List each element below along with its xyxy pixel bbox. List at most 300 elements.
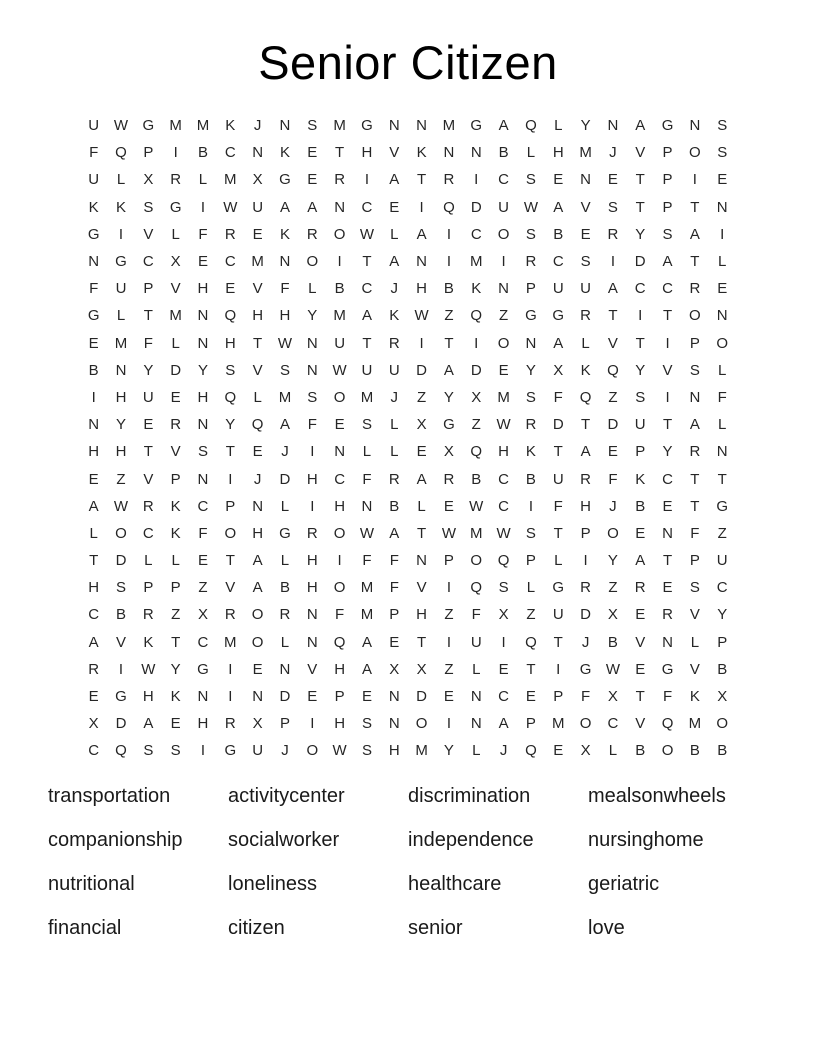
grid-cell: H: [388, 742, 400, 760]
grid-cell: G: [661, 660, 674, 678]
grid-cell: H: [361, 144, 373, 162]
grid-cell: X: [607, 606, 618, 624]
grid-cell: O: [661, 742, 674, 760]
grid-cell: B: [88, 361, 99, 379]
grid-cell: I: [310, 497, 315, 515]
grid-cell: T: [635, 334, 645, 352]
grid-cell: O: [224, 524, 237, 542]
grid-cell: Y: [525, 361, 536, 379]
grid-cell: L: [690, 633, 700, 651]
grid-cell: E: [498, 660, 509, 678]
grid-cell: A: [279, 198, 290, 216]
grid-cell: R: [634, 579, 646, 597]
grid-cell: F: [580, 688, 591, 706]
grid-cell: Z: [198, 579, 208, 597]
grid-cell: T: [635, 198, 645, 216]
grid-cell: U: [252, 198, 264, 216]
grid-cell: P: [525, 280, 536, 298]
grid-cell: B: [471, 470, 482, 488]
grid-cell: R: [306, 524, 318, 542]
grid-cell: S: [361, 416, 372, 434]
grid-cell: E: [88, 688, 99, 706]
grid-cell: Z: [444, 606, 454, 624]
grid-cell: A: [498, 117, 509, 135]
grid-cell: M: [278, 388, 292, 406]
grid-cell: N: [716, 443, 728, 461]
grid-cell: G: [115, 253, 127, 271]
grid-cell: T: [717, 470, 727, 488]
grid-cell: E: [88, 470, 99, 488]
grid-cell: Q: [525, 633, 537, 651]
grid-cell: R: [279, 606, 291, 624]
grid-cell: Y: [443, 388, 454, 406]
grid-cell: A: [389, 524, 400, 542]
grid-cell: E: [170, 388, 181, 406]
grid-cell: M: [470, 253, 483, 271]
grid-cell: N: [470, 144, 482, 162]
grid-cell: I: [446, 633, 452, 651]
grid-cell: U: [334, 334, 346, 352]
grid-cell: R: [525, 416, 537, 434]
grid-cell: V: [389, 144, 400, 162]
grid-row: [80, 493, 736, 520]
grid-cell: D: [470, 361, 482, 379]
grid-cell: X: [498, 606, 509, 624]
grid-cell: J: [581, 633, 590, 651]
grid-cell: Z: [526, 606, 536, 624]
grid-cell: Z: [417, 388, 427, 406]
grid-cell: X: [717, 688, 728, 706]
grid-cell: A: [88, 497, 99, 515]
grid-cell: N: [416, 117, 428, 135]
grid-cell: X: [252, 171, 263, 189]
grid-cell: K: [279, 225, 290, 243]
grid-cell: T: [89, 552, 99, 570]
grid-cell: M: [169, 117, 182, 135]
grid-cell: X: [607, 688, 618, 706]
grid-cell: O: [333, 524, 346, 542]
grid-cell: F: [89, 144, 99, 162]
grid-cell: K: [635, 470, 646, 488]
grid-cell: S: [717, 144, 728, 162]
grid-cell: L: [554, 117, 563, 135]
grid-cell: Y: [580, 117, 591, 135]
grid-cell: T: [662, 552, 673, 570]
grid-cell: N: [197, 307, 209, 325]
grid-cell: U: [115, 280, 127, 298]
grid-cell: E: [307, 171, 318, 189]
grid-row: [80, 547, 736, 574]
grid-cell: N: [334, 443, 346, 461]
grid-cell: T: [335, 144, 345, 162]
grid-cell: W: [469, 497, 484, 515]
grid-cell: Q: [661, 715, 674, 733]
grid-cell: L: [171, 552, 180, 570]
grid-cell: O: [497, 334, 510, 352]
grid-cell: R: [224, 715, 236, 733]
grid-cell: I: [419, 198, 424, 216]
grid-cell: F: [362, 470, 372, 488]
grid-cell: N: [443, 144, 455, 162]
grid-cell: U: [552, 606, 564, 624]
word-bank-item: discrimination: [408, 784, 531, 807]
grid-cell: N: [716, 307, 728, 325]
grid-cell: A: [416, 225, 427, 243]
grid-cell: C: [498, 688, 509, 706]
grid-cell: T: [143, 307, 153, 325]
grid-cell: J: [281, 443, 289, 461]
grid-row: [80, 438, 736, 465]
grid-cell: E: [607, 171, 618, 189]
grid-cell: F: [471, 606, 481, 624]
grid-cell: X: [88, 715, 99, 733]
grid-cell: V: [252, 361, 263, 379]
grid-cell: A: [662, 253, 673, 271]
grid-cell: B: [553, 225, 564, 243]
grid-cell: P: [580, 524, 591, 542]
grid-cell: F: [307, 416, 317, 434]
grid-cell: T: [662, 307, 673, 325]
grid-cell: E: [443, 688, 454, 706]
grid-cell: Q: [607, 361, 619, 379]
grid-cell: G: [87, 225, 100, 243]
grid-cell: X: [416, 416, 427, 434]
grid-cell: C: [224, 253, 236, 271]
grid-cell: N: [197, 416, 209, 434]
grid-cell: W: [359, 225, 375, 243]
grid-cell: F: [335, 606, 345, 624]
grid-cell: M: [333, 117, 346, 135]
grid-cell: I: [692, 171, 697, 189]
word-bank-item: financial: [48, 916, 122, 939]
grid-cell: K: [88, 198, 99, 216]
grid-cell: N: [470, 688, 482, 706]
grid-cell: A: [252, 579, 263, 597]
grid-cell: S: [662, 225, 673, 243]
grid-cell: E: [635, 660, 646, 678]
grid-cell: X: [416, 660, 427, 678]
grid-cell: L: [308, 280, 317, 298]
grid-cell: Z: [608, 388, 618, 406]
grid-cell: W: [441, 524, 457, 542]
grid-cell: Z: [171, 606, 181, 624]
grid-cell: E: [717, 171, 728, 189]
grid-cell: L: [362, 443, 372, 461]
word-bank-item: senior: [408, 916, 463, 939]
grid-cell: I: [474, 334, 479, 352]
grid-cell: Y: [662, 443, 673, 461]
grid-cell: H: [334, 497, 346, 515]
grid-cell: P: [689, 552, 700, 570]
grid-cell: E: [607, 443, 618, 461]
grid-cell: R: [224, 225, 236, 243]
grid-cell: C: [197, 497, 209, 515]
grid-cell: L: [581, 334, 590, 352]
grid-cell: T: [417, 633, 427, 651]
grid-cell: V: [170, 280, 181, 298]
grid-cell: I: [310, 443, 315, 461]
grid-cell: A: [635, 552, 646, 570]
grid-cell: X: [389, 660, 400, 678]
grid-cell: I: [419, 334, 424, 352]
grid-cell: N: [88, 253, 100, 271]
grid-cell: T: [635, 688, 645, 706]
grid-cell: H: [115, 388, 127, 406]
grid-cell: L: [116, 171, 126, 189]
grid-cell: I: [501, 633, 506, 651]
grid-cell: K: [279, 144, 290, 162]
grid-cell: D: [115, 552, 127, 570]
grid-row: [80, 384, 736, 411]
grid-cell: E: [498, 361, 509, 379]
grid-cell: Q: [470, 443, 483, 461]
grid-cell: W: [332, 742, 347, 760]
grid-cell: P: [443, 552, 454, 570]
word-bank-item: transportation: [48, 784, 171, 807]
grid-cell: O: [251, 606, 264, 624]
grid-cell: S: [498, 579, 509, 597]
grid-cell: A: [361, 660, 372, 678]
grid-cell: B: [498, 144, 509, 162]
grid-cell: I: [528, 497, 533, 515]
grid-cell: A: [416, 470, 427, 488]
grid-cell: E: [389, 198, 400, 216]
grid-cell: N: [689, 117, 701, 135]
grid-cell: F: [143, 334, 153, 352]
grid-cell: O: [607, 524, 619, 542]
grid-cell: E: [553, 171, 564, 189]
grid-cell: R: [662, 606, 673, 624]
grid-cell: N: [252, 688, 264, 706]
grid-cell: K: [389, 307, 400, 325]
grid-cell: T: [417, 171, 427, 189]
grid-cell: P: [525, 715, 536, 733]
grid-cell: O: [716, 715, 729, 733]
grid-cell: Z: [116, 470, 126, 488]
grid-cell: E: [553, 742, 564, 760]
grid-row: [80, 194, 736, 221]
grid-cell: L: [526, 144, 536, 162]
grid-cell: K: [143, 633, 154, 651]
grid-cell: Y: [443, 742, 454, 760]
grid-cell: L: [526, 579, 536, 597]
grid-cell: O: [689, 144, 701, 162]
grid-cell: U: [470, 633, 482, 651]
grid-cell: H: [416, 280, 428, 298]
grid-row: [80, 302, 736, 329]
grid-cell: S: [525, 524, 536, 542]
grid-cell: N: [498, 280, 509, 298]
grid-cell: M: [114, 334, 128, 352]
grid-cell: G: [525, 307, 537, 325]
grid-cell: N: [279, 660, 291, 678]
grid-cell: A: [361, 633, 372, 651]
grid-cell: E: [416, 443, 427, 461]
grid-cell: W: [332, 361, 347, 379]
grid-cell: S: [361, 715, 372, 733]
grid-cell: G: [443, 416, 455, 434]
word-bank-item: activitycenter: [228, 784, 345, 807]
grid-cell: S: [635, 388, 646, 406]
grid-cell: W: [523, 198, 538, 216]
grid-cell: L: [280, 633, 290, 651]
grid-cell: C: [607, 715, 619, 733]
grid-cell: Z: [471, 416, 481, 434]
grid-cell: Q: [224, 388, 237, 406]
grid-cell: H: [197, 715, 209, 733]
grid-cell: M: [470, 524, 483, 542]
grid-cell: Y: [197, 361, 208, 379]
grid-cell: S: [525, 225, 536, 243]
grid-cell: I: [474, 171, 479, 189]
grid-cell: N: [334, 198, 346, 216]
grid-cell: R: [88, 660, 100, 678]
word-bank-item: geriatric: [588, 872, 660, 895]
grid-cell: Y: [307, 307, 318, 325]
grid-cell: B: [443, 280, 454, 298]
grid-cell: K: [580, 361, 591, 379]
word-bank-item: nursinghome: [588, 828, 704, 851]
grid-cell: A: [498, 715, 509, 733]
grid-row: [80, 465, 736, 492]
grid-row: [80, 248, 736, 275]
grid-cell: S: [525, 171, 536, 189]
grid-cell: G: [579, 660, 592, 678]
grid-cell: O: [333, 579, 346, 597]
grid-cell: S: [525, 388, 536, 406]
grid-cell: I: [446, 579, 452, 597]
grid-cell: R: [142, 497, 154, 515]
grid-cell: A: [553, 334, 564, 352]
grid-cell: E: [525, 688, 536, 706]
grid-row: [80, 520, 736, 547]
grid-cell: H: [552, 144, 564, 162]
grid-cell: B: [717, 742, 728, 760]
grid-cell: U: [88, 171, 100, 189]
grid-row: [80, 574, 736, 601]
grid-cell: G: [470, 117, 483, 135]
grid-cell: D: [634, 253, 646, 271]
grid-row: [80, 330, 736, 357]
grid-cell: I: [720, 225, 725, 243]
grid-cell: T: [553, 524, 563, 542]
grid-cell: Z: [608, 579, 618, 597]
grid-cell: E: [307, 144, 318, 162]
word-bank-item: mealsonwheels: [588, 784, 726, 807]
grid-cell: M: [415, 742, 428, 760]
grid-cell: M: [497, 388, 510, 406]
grid-cell: U: [388, 361, 400, 379]
grid-cell: N: [279, 117, 291, 135]
grid-cell: R: [306, 225, 318, 243]
grid-cell: C: [88, 742, 100, 760]
grid-cell: Y: [115, 416, 126, 434]
grid-cell: F: [198, 524, 208, 542]
grid-cell: G: [279, 171, 291, 189]
grid-cell: T: [608, 307, 618, 325]
grid-cell: N: [662, 633, 673, 651]
grid-cell: P: [279, 715, 290, 733]
grid-cell: K: [471, 280, 482, 298]
grid-cell: J: [609, 497, 617, 515]
grid-cell: Q: [497, 552, 510, 570]
grid-cell: I: [446, 253, 452, 271]
grid-cell: S: [307, 388, 318, 406]
grid-cell: C: [88, 606, 100, 624]
grid-cell: A: [607, 280, 618, 298]
grid-cell: N: [306, 334, 318, 352]
grid-cell: G: [716, 497, 729, 515]
grid-cell: O: [115, 524, 127, 542]
grid-cell: Y: [225, 416, 236, 434]
grid-cell: J: [390, 388, 399, 406]
grid-cell: K: [689, 688, 700, 706]
grid-cell: X: [471, 388, 482, 406]
word-bank-item: healthcare: [408, 872, 502, 895]
grid-row: [80, 601, 736, 628]
word-bank: [48, 774, 772, 950]
grid-cell: I: [501, 253, 506, 271]
grid-cell: N: [388, 688, 400, 706]
grid-cell: U: [634, 416, 646, 434]
grid-cell: F: [362, 552, 372, 570]
grid-cell: I: [364, 171, 370, 189]
grid-cell: U: [552, 280, 564, 298]
grid-cell: X: [170, 253, 181, 271]
grid-cell: V: [143, 470, 154, 488]
grid-cell: Q: [224, 307, 237, 325]
grid-cell: T: [225, 552, 235, 570]
grid-cell: A: [443, 361, 454, 379]
grid-cell: A: [361, 307, 372, 325]
grid-cell: O: [716, 334, 729, 352]
grid-cell: O: [333, 388, 346, 406]
grid-cell: N: [416, 552, 428, 570]
grid-cell: G: [197, 660, 209, 678]
grid-cell: V: [662, 361, 673, 379]
grid-cell: U: [88, 117, 100, 135]
grid-cell: H: [88, 443, 100, 461]
grid-cell: E: [662, 497, 673, 515]
grid-cell: L: [390, 443, 399, 461]
grid-cell: T: [417, 524, 427, 542]
grid-cell: N: [279, 253, 291, 271]
grid-cell: D: [416, 688, 428, 706]
grid-cell: V: [635, 144, 646, 162]
grid-cell: C: [142, 253, 154, 271]
grid-cell: S: [361, 742, 372, 760]
grid-cell: W: [113, 117, 129, 135]
grid-cell: W: [277, 334, 293, 352]
grid-cell: R: [170, 416, 182, 434]
grid-cell: Y: [143, 361, 154, 379]
grid-cell: V: [607, 334, 618, 352]
grid-cell: H: [142, 688, 154, 706]
grid-cell: L: [718, 361, 727, 379]
grid-cell: B: [635, 742, 646, 760]
grid-cell: J: [390, 280, 399, 298]
grid-cell: C: [498, 470, 509, 488]
grid-cell: W: [605, 660, 620, 678]
grid-cell: I: [200, 742, 206, 760]
grid-cell: W: [141, 660, 156, 678]
grid-cell: D: [470, 198, 482, 216]
grid-cell: X: [143, 171, 154, 189]
grid-cell: G: [552, 579, 565, 597]
grid-row: [80, 629, 736, 656]
grid-cell: F: [280, 280, 290, 298]
grid-cell: L: [472, 660, 481, 678]
